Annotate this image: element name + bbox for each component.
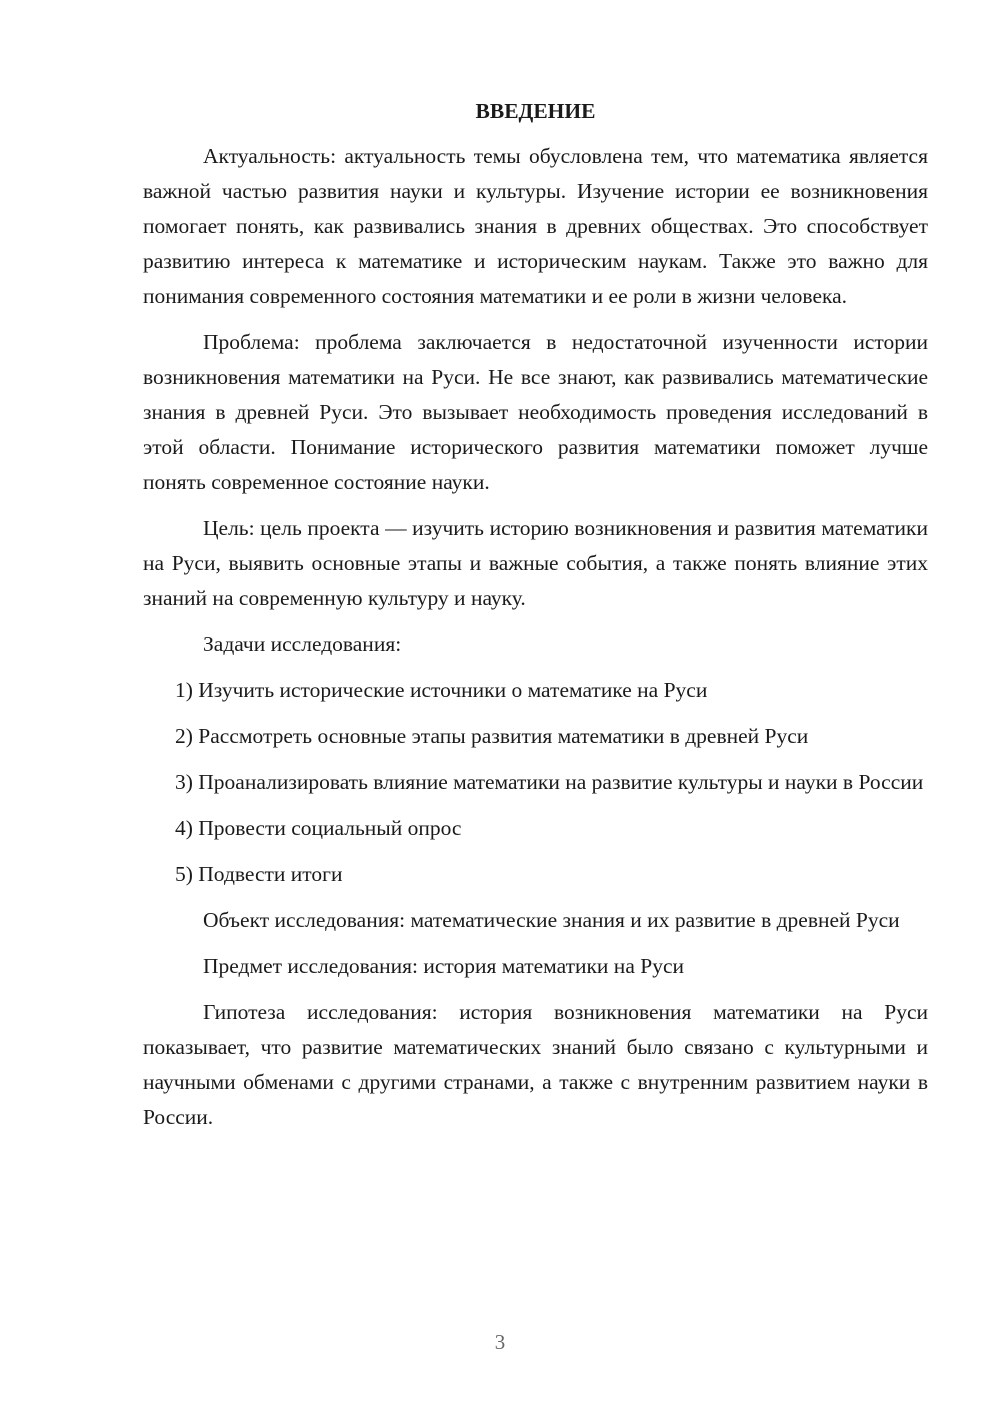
paragraph-object: Объект исследования: математические знания и их развитие в древней Руси — [203, 908, 900, 932]
page-number: 3 — [494, 1330, 506, 1354]
task-item-4: 4) Провести социальный опрос — [175, 816, 462, 840]
task-item-1: 1) Изучить исторические источники о математике на Руси — [175, 678, 708, 702]
task-item-2: 2) Рассмотреть основные этапы развития математики в древней Руси — [175, 724, 809, 748]
paragraph-subject: Предмет исследования: история математики на Руси — [203, 954, 684, 978]
task-item-3: 3) Проанализировать влияние математики на развитие культуры и науки в России — [175, 770, 924, 794]
paragraph-problem: Проблема: проблема заключается в недостаточной изученности истории возникновения математики на Руси. Не все знают, как развивались математические знания в древней Руси. Это вызывает необходимость проведения исследований в этой области. Понимание исторического развития математики поможет лучше понять современное состояние науки. — [143, 330, 928, 494]
paragraph-tasks-heading: Задачи исследования: — [203, 632, 402, 656]
paragraph-relevance: Актуальность: актуальность темы обусловлена тем, что математика является важной частью развития науки и культуры. Изучение истории ее возникновения помогает понять, как развивались знания в древних обществах. Это способствует развитию интереса к математике и историческим наукам. Также это важно для понимания современного состояния математики и ее роли в жизни человека. — [143, 144, 928, 308]
document-page — [143, 94, 928, 1146]
task-item-5: 5) Подвести итоги — [175, 862, 343, 886]
paragraph-goal: Цель: цель проекта — изучить историю возникновения и развития математики на Руси, выявить основные этапы и важные события, а также понять влияние этих знаний на современную культуру и науку. — [143, 516, 928, 610]
document-title: ВВЕДЕНИЕ — [475, 99, 596, 123]
paragraph-hypothesis: Гипотеза исследования: история возникновения математики на Руси показывает, что развитие математических знаний было связано с культурными и научными обменами с другими странами, а также с внутренним развитием науки в России. — [143, 1000, 928, 1129]
